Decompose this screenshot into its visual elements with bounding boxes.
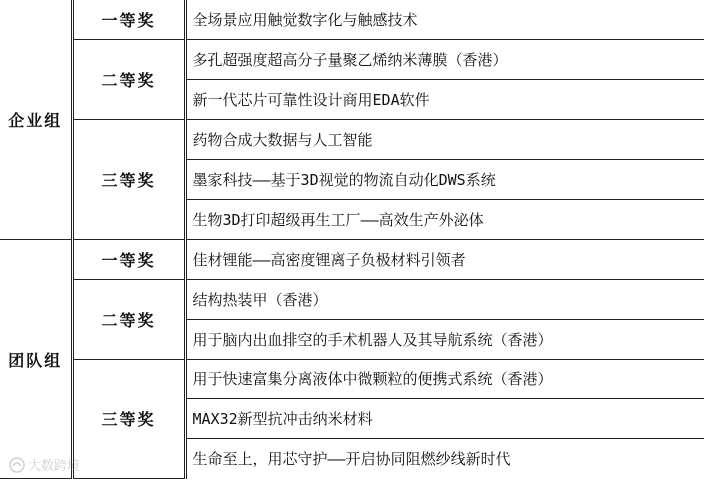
project-name: 全场景应用触觉数字化与触感技术 (185, 0, 704, 40)
award-level-third: 三等奖 (72, 359, 185, 479)
watermark-text: 大数跨境 (28, 459, 81, 474)
project-name: 生命至上，用芯守护——开启协同阻燃纱线新时代 (185, 439, 704, 479)
project-name: 多孔超强度超高分子量聚乙烯纳米薄膜（香港） (185, 40, 704, 80)
project-name: 佳材锂能——高密度锂离子负极材料引领者 (185, 239, 704, 279)
project-name: MAX32新型抗冲击纳米材料 (185, 399, 704, 439)
group-cell-team: 团队组 (0, 239, 72, 478)
table-row (0, 40, 704, 80)
project-name: 墨家科技——基于3D视觉的物流自动化DWS系统 (185, 160, 704, 200)
project-name: 药物合成大数据与人工智能 (185, 120, 704, 160)
group-cell-enterprise: 企业组 (0, 0, 72, 239)
award-level-second: 二等奖 (72, 40, 185, 120)
table-row (0, 359, 704, 399)
award-level-third: 三等奖 (72, 120, 185, 240)
table-row (0, 239, 704, 279)
project-name: 用于快速富集分离液体中微颗粒的便携式系统（香港） (185, 359, 704, 399)
project-name: 生物3D打印超级再生工厂——高效生产外泌体 (185, 199, 704, 239)
award-level-second: 二等奖 (72, 279, 185, 359)
table-row (0, 279, 704, 319)
project-name: 用于脑内出血排空的手术机器人及其导航系统（香港） (185, 319, 704, 359)
table-row (0, 0, 704, 40)
project-name: 新一代芯片可靠性设计商用EDA软件 (185, 80, 704, 120)
project-name: 结构热装甲（香港） (185, 279, 704, 319)
award-level-first: 一等奖 (72, 0, 185, 40)
watermark-logo (8, 454, 100, 476)
award-level-first: 一等奖 (72, 239, 185, 279)
table-row (0, 120, 704, 160)
